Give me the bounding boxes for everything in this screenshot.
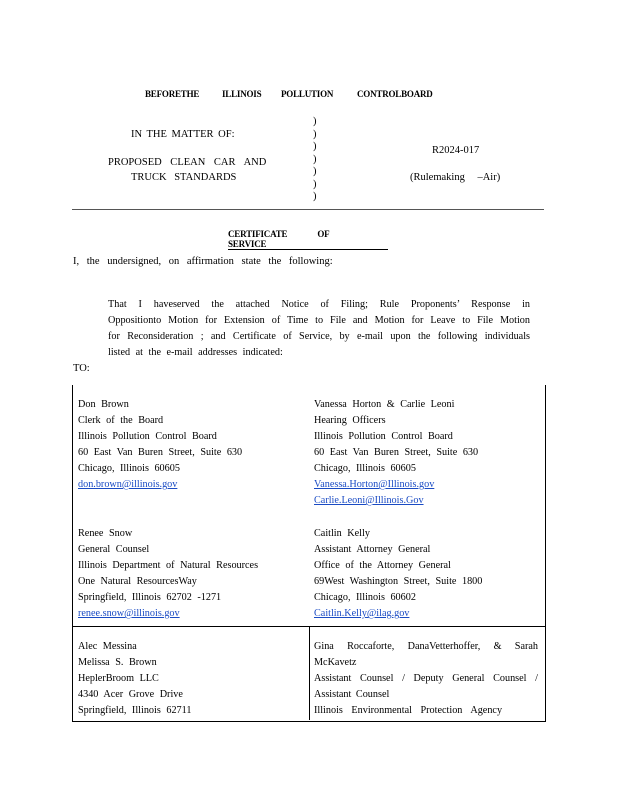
paren: ): [313, 191, 317, 202]
proposed-line-2: TRUCK STANDARDS: [131, 172, 237, 183]
recipient-line: Assistant Counsel / Deputy General Counsel /: [314, 673, 538, 684]
recipient-line: 60 East Van Buren Street, Suite 630: [314, 447, 479, 458]
header-illinois: ILLINOIS: [222, 89, 262, 99]
recipient-line: Hearing Officers: [314, 415, 386, 426]
caption-divider: [72, 209, 544, 210]
recipient-line: Caitlin Kelly: [314, 528, 370, 539]
recipient-don-brown: [78, 397, 242, 493]
header-control-board: CONTROLBOARD: [357, 89, 433, 99]
rulemaking-type: (Rulemaking –Air): [410, 172, 501, 183]
recipient-line: Springfield, Illinois 62711: [78, 705, 192, 716]
recipient-line: Chicago, Illinois 60605: [314, 463, 416, 474]
recipient-line: Alec Messina: [78, 641, 137, 652]
recipient-line: Vanessa Horton & Carlie Leoni: [314, 399, 455, 410]
header-pollution: POLLUTION: [281, 89, 334, 99]
recipient-line: 4340 Acer Grove Drive: [78, 689, 183, 700]
paren: ): [313, 178, 317, 190]
recipient-line: Melissa S. Brown: [78, 657, 157, 668]
recipient-line: Gina Roccaforte, DanaVetterhoffer, & Sarah: [314, 641, 538, 652]
docket-number: R2024-017: [432, 145, 480, 156]
recipient-illinois-epa: [314, 639, 538, 719]
recipient-line: Don Brown: [78, 399, 129, 410]
recipient-line: HeplerBroom LLC: [78, 673, 159, 684]
recipient-line: Illinois Department of Natural Resources: [78, 560, 259, 571]
service-paragraph: [108, 297, 530, 361]
recipient-line: Illinois Pollution Control Board: [314, 431, 453, 442]
recipient-line: Springfield, Illinois 62702 -1271: [78, 592, 222, 603]
recipient-line: General Counsel: [78, 544, 150, 555]
paragraph-line: listed at the e-mail addresses indicated:: [108, 347, 283, 358]
recipient-line: 60 East Van Buren Street, Suite 630: [78, 447, 243, 458]
paragraph-line: That I haveserved the attached Notice of Filing; Rule Proponents’ Response in: [108, 299, 530, 310]
recipient-line: Illinois Pollution Control Board: [78, 431, 217, 442]
paragraph-line: Oppositionto Motion for Extension of Time to File and Motion for Leave to File Motion: [108, 315, 530, 326]
recipient-line: Illinois Environmental Protection Agency: [314, 705, 503, 716]
recipient-line: Clerk of the Board: [78, 415, 164, 426]
recipient-line: McKavetz: [314, 657, 357, 668]
matter-label: IN THE MATTER OF:: [131, 129, 235, 140]
recipient-line: Assistant Attorney General: [314, 544, 431, 555]
paragraph-line: for Reconsideration ; and Certificate of Service, by e-mail upon the following individuals: [108, 331, 530, 342]
paren: ): [313, 128, 317, 140]
affirmation-line: I, the undersigned, on affirmation state the following:: [73, 256, 333, 267]
caption-parens: [313, 116, 317, 204]
header-before: BEFORETHE: [145, 89, 200, 99]
recipient-line: Renee Snow: [78, 528, 133, 539]
recipient-renee-snow: [78, 526, 258, 622]
certificate-title: CERTIFICATE OF SERVICE: [228, 229, 388, 250]
recipient-line: Assistant Counsel: [314, 689, 390, 700]
recipient-line: One Natural ResourcesWay: [78, 576, 197, 587]
recipient-line: 69West Washington Street, Suite 1800: [314, 576, 483, 587]
email-link[interactable]: renee.snow@illinois.gov: [78, 608, 180, 619]
recipient-line: Chicago, Illinois 60602: [314, 592, 416, 603]
recipient-heplerbroom: [78, 639, 191, 719]
proposed-line-1: PROPOSED CLEAN CAR AND: [108, 157, 267, 168]
recipient-hearing-officers: [314, 397, 478, 509]
email-link[interactable]: don.brown@illinois.gov: [78, 479, 178, 490]
paren: ): [313, 116, 317, 127]
column-divider: [309, 626, 310, 720]
paren: ): [313, 166, 317, 177]
recipient-line: Chicago, Illinois 60605: [78, 463, 180, 474]
email-link[interactable]: Carlie.Leoni@Illinois.Gov: [314, 495, 424, 506]
email-link[interactable]: Caitlin.Kelly@ilag.gov: [314, 608, 410, 619]
recipient-line: Office of the Attorney General: [314, 560, 451, 571]
to-label: TO:: [73, 363, 90, 374]
email-link[interactable]: Vanessa.Horton@Illinois.gov: [314, 479, 435, 490]
paren: ): [313, 141, 317, 152]
paren: ): [313, 153, 317, 165]
recipient-caitlin-kelly: [314, 526, 482, 622]
